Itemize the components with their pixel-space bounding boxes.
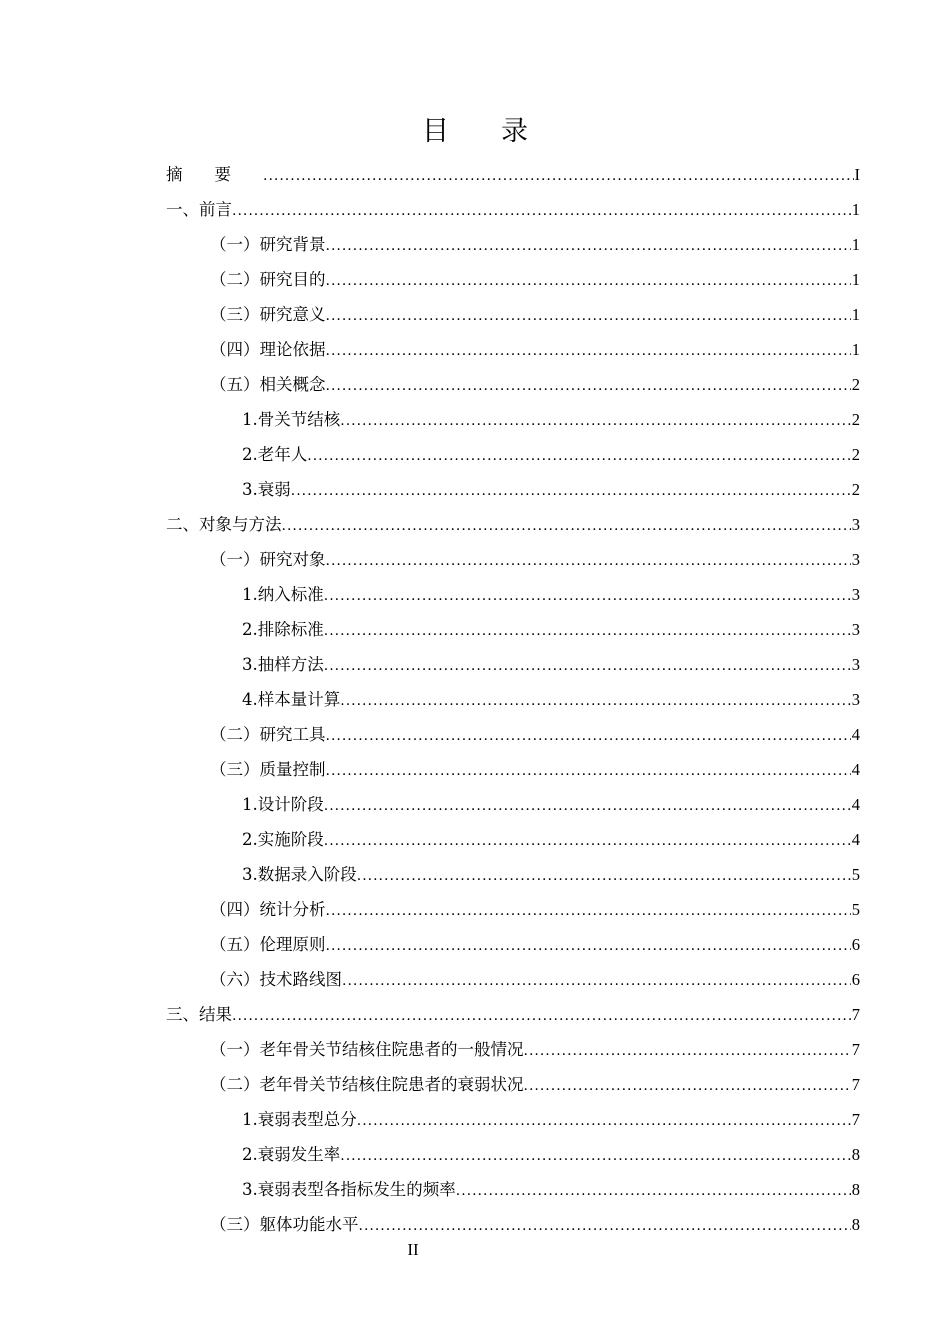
toc-entry-page: I [854, 165, 860, 184]
toc-leader-dots [357, 1104, 851, 1139]
toc-entry-page: 3 [851, 620, 860, 639]
toc-entry[interactable] [166, 752, 860, 787]
toc-leader-dots [263, 159, 854, 194]
toc-entry-page: 7 [851, 1110, 860, 1129]
toc-entry[interactable] [166, 1067, 860, 1102]
toc-entry-page: 4 [851, 760, 860, 779]
toc-leader-dots [524, 1069, 851, 1104]
toc-entry[interactable] [166, 332, 860, 367]
toc-entry-label: （二）研究目的 [210, 270, 326, 289]
toc-entry-label: （一）研究对象 [210, 550, 326, 569]
toc-entry-label: 3.抽样方法 [242, 655, 324, 674]
toc-leader-dots [324, 579, 851, 614]
toc-entry[interactable] [166, 682, 860, 717]
toc-leader-dots [342, 964, 851, 999]
toc-leader-dots [326, 894, 851, 929]
toc-entry[interactable] [166, 402, 860, 437]
toc-leader-dots [324, 649, 851, 684]
toc-entry-page: 7 [851, 1005, 860, 1024]
toc-entry-label: 4.样本量计算 [242, 690, 341, 709]
toc-entry-page: 1 [851, 340, 860, 359]
toc-entry-label: 3.衰弱 [242, 480, 291, 499]
toc-leader-dots [326, 754, 851, 789]
toc-leader-dots [326, 369, 851, 404]
toc-leader-dots [282, 509, 851, 544]
toc-entry[interactable] [166, 1102, 860, 1137]
toc-entry-page: 5 [851, 900, 860, 919]
toc-entry-page: 3 [851, 550, 860, 569]
toc-entry-page: 3 [851, 515, 860, 534]
toc-entry[interactable] [166, 297, 860, 332]
toc-leader-dots [326, 264, 851, 299]
toc-entry[interactable] [166, 1032, 860, 1067]
toc-entry-label: （二）老年骨关节结核住院患者的衰弱状况 [210, 1075, 524, 1094]
toc-entry[interactable] [166, 822, 860, 857]
toc-entry-label: （二）研究工具 [210, 725, 326, 744]
toc-entry-page: 2 [851, 410, 860, 429]
toc-leader-dots [324, 614, 851, 649]
toc-entry[interactable] [166, 892, 860, 927]
toc-entry-page: 1 [851, 200, 860, 219]
toc-entry-label: （五）伦理原则 [210, 935, 326, 954]
toc-entry-label: 2.老年人 [242, 445, 308, 464]
toc-entry[interactable] [166, 227, 860, 262]
toc-leader-dots [324, 789, 851, 824]
toc-entry-label: 一、前言 [166, 200, 232, 219]
table-of-contents [166, 157, 860, 1242]
toc-entry[interactable] [166, 1207, 860, 1242]
toc-entry[interactable] [166, 437, 860, 472]
toc-entry-page: 8 [851, 1180, 860, 1199]
toc-entry-page: 4 [851, 830, 860, 849]
toc-entry-page: 7 [851, 1075, 860, 1094]
toc-entry[interactable] [166, 542, 860, 577]
toc-entry-label: 1.设计阶段 [242, 795, 324, 814]
toc-leader-dots [340, 404, 851, 439]
toc-leader-dots [340, 684, 851, 719]
toc-entry-label: （六）技术路线图 [210, 970, 342, 989]
toc-entry-page: 1 [851, 305, 860, 324]
toc-entry-label: 2.实施阶段 [242, 830, 324, 849]
toc-leader-dots [232, 194, 851, 229]
toc-entry-page: 3 [851, 690, 860, 709]
toc-entry-label: 3.衰弱表型各指标发生的频率 [242, 1180, 456, 1199]
toc-leader-dots [326, 334, 851, 369]
toc-entry[interactable] [166, 1172, 860, 1207]
toc-entry-page: 1 [851, 235, 860, 254]
toc-entry[interactable] [166, 927, 860, 962]
toc-entry-page: 8 [851, 1215, 860, 1234]
toc-entry-page: 5 [851, 865, 860, 884]
toc-entry[interactable] [166, 157, 860, 192]
toc-entry-label: （五）相关概念 [210, 375, 326, 394]
toc-entry[interactable] [166, 507, 860, 542]
toc-entry[interactable] [166, 367, 860, 402]
toc-entry-label: （四）理论依据 [210, 340, 326, 359]
toc-entry-label: 1.衰弱表型总分 [242, 1110, 357, 1129]
toc-entry-label: 摘要 [166, 165, 263, 184]
toc-entry-label: （四）统计分析 [210, 900, 326, 919]
toc-leader-dots [326, 229, 851, 264]
toc-entry[interactable] [166, 717, 860, 752]
toc-leader-dots [326, 929, 851, 964]
toc-leader-dots [307, 439, 851, 474]
toc-leader-dots [324, 824, 851, 859]
toc-entry-page: 3 [851, 585, 860, 604]
toc-entry-page: 4 [851, 795, 860, 814]
toc-entry[interactable] [166, 612, 860, 647]
toc-entry-label: 二、对象与方法 [166, 515, 282, 534]
toc-entry-label: 2.排除标准 [242, 620, 324, 639]
toc-entry[interactable] [166, 647, 860, 682]
toc-leader-dots [326, 544, 851, 579]
toc-entry-label: （三）躯体功能水平 [210, 1215, 359, 1234]
toc-entry-label: （三）研究意义 [210, 305, 326, 324]
toc-entry[interactable] [166, 962, 860, 997]
toc-entry-page: 3 [851, 655, 860, 674]
toc-entry[interactable] [166, 1137, 860, 1172]
toc-entry-page: 1 [851, 270, 860, 289]
toc-entry-page: 4 [851, 725, 860, 744]
toc-entry-page: 6 [851, 935, 860, 954]
toc-entry-page: 8 [851, 1145, 860, 1164]
toc-entry[interactable] [166, 262, 860, 297]
toc-entry[interactable] [166, 472, 860, 507]
toc-entry[interactable] [166, 857, 860, 892]
toc-entry[interactable] [166, 997, 860, 1032]
toc-entry-label: 2.衰弱发生率 [242, 1145, 341, 1164]
toc-entry-page: 2 [851, 445, 860, 464]
toc-entry[interactable] [166, 577, 860, 612]
toc-leader-dots [456, 1174, 851, 1209]
toc-entry-label: 3.数据录入阶段 [242, 865, 357, 884]
toc-entry-label: （一）老年骨关节结核住院患者的一般情况 [210, 1040, 524, 1059]
toc-leader-dots [340, 1139, 851, 1174]
toc-entry[interactable] [166, 192, 860, 227]
toc-leader-dots [291, 474, 851, 509]
toc-leader-dots [326, 299, 851, 334]
page-number: II [407, 1240, 419, 1259]
toc-entry-label: 1.骨关节结核 [242, 410, 341, 429]
toc-entry-page: 2 [851, 375, 860, 394]
toc-leader-dots [524, 1034, 851, 1069]
toc-entry-page: 7 [851, 1040, 860, 1059]
toc-entry-label: 三、结果 [166, 1005, 232, 1024]
toc-entry[interactable] [166, 787, 860, 822]
toc-leader-dots [326, 719, 851, 754]
toc-entry-page: 2 [851, 480, 860, 499]
page-title: 目录 [422, 116, 580, 147]
toc-entry-page: 6 [851, 970, 860, 989]
toc-leader-dots [232, 999, 851, 1034]
toc-leader-dots [357, 859, 851, 894]
toc-entry-label: （三）质量控制 [210, 760, 326, 779]
toc-entry-label: （一）研究背景 [210, 235, 326, 254]
toc-entry-label: 1.纳入标准 [242, 585, 324, 604]
